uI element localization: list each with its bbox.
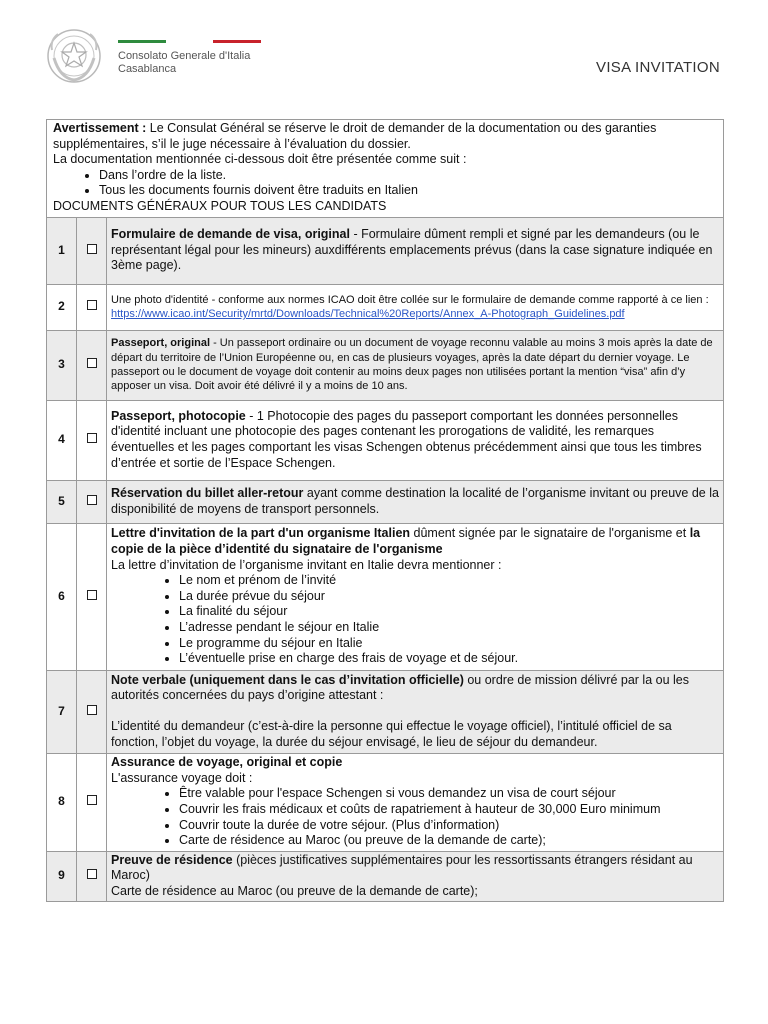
table-row — [47, 753, 724, 851]
list-item: • La finalité du séjour — [179, 604, 719, 620]
row-number: 8 — [47, 753, 77, 851]
spacer — [111, 704, 719, 719]
row-number: 9 — [47, 851, 77, 901]
table-row — [47, 670, 724, 753]
row-heading — [111, 673, 719, 704]
row-description — [107, 670, 724, 753]
list-item: • Couvrir les frais médicaux et coûts de rapatriement à hauteur de 30,000 Euro minimum — [179, 802, 719, 818]
row-description — [107, 217, 724, 284]
table-row — [47, 400, 724, 480]
row-text: (pièces justificatives supplémentaires pour les ressortissants étrangers résidant au Maroc) — [111, 852, 693, 883]
consulate-line-1: Consolato Generale d'Italia — [118, 50, 251, 62]
documents-table — [46, 119, 724, 902]
checkbox-icon — [87, 869, 97, 879]
italian-flag-bar — [118, 40, 261, 43]
row-heading — [111, 853, 719, 884]
row-title: Réservation du billet aller-retour — [111, 485, 304, 500]
list-item: • Carte de résidence au Maroc (ou preuve de la demande de carte); — [179, 833, 719, 849]
row-number: 7 — [47, 670, 77, 753]
row-title: Formulaire de demande de visa, original — [111, 227, 350, 242]
row-description — [107, 400, 724, 480]
row-checkbox[interactable] — [77, 670, 107, 753]
row-intro: La lettre d’invitation de l’organisme invitant en Italie devra mentionner : — [111, 557, 502, 572]
list-item: • L’adresse pendant le séjour en Italie — [179, 620, 719, 636]
list-item: • Couvrir toute la durée de votre séjour. (Plus d’information) — [179, 818, 719, 834]
italian-republic-emblem-icon — [46, 28, 102, 84]
row-title: Lettre d'invitation de la part d'un organisme Italien — [111, 526, 411, 541]
checkbox-icon — [87, 590, 97, 600]
row-description — [107, 330, 724, 400]
row-text: - 1 Photocopie des pages du passeport comportant les données personnelles d'identité incluant une photocopie des pages contenant les prorogations de validité, les remarques éventuelles et les pages comportant les visas Schengen obtenus précédemment ainsi que tous les timbres d’entrée et sortie de l’Espace Schengen. — [111, 408, 702, 470]
row-heading — [111, 755, 719, 771]
row-checkbox[interactable] — [77, 480, 107, 523]
row-checkbox[interactable] — [77, 523, 107, 670]
row-text: ayant comme destination la localité de l’organisme invitant ou preuve de la disponibilité de moyens de transport personnels. — [111, 485, 719, 516]
row-checkbox[interactable] — [77, 330, 107, 400]
icao-guidelines-link[interactable]: https://www.icao.int/Security/mrtd/Downloads/Technical%20Reports/Annex_A-Photograph_Guidelines.pdf — [111, 308, 625, 321]
row-description — [107, 851, 724, 901]
row-number: 2 — [47, 284, 77, 330]
row-text: - Un passeport ordinaire ou un document de voyage reconnu valable au moins 3 mois après la date de départ du territoire de l’Union Européenne ou, en cas de plusieurs voyages, après la date départ du dernier voyage. Le passeport ou le document de voyage doit contenir au moins deux pages non utilisées portant la mention “visa” afin d’y apposer un visa. Doit avoir été délivré il y a moins de 10 ans. — [111, 337, 713, 393]
page-header — [0, 0, 768, 100]
row-title: Passeport, original — [111, 337, 211, 350]
checkbox-icon — [87, 795, 97, 805]
row-checkbox[interactable] — [77, 753, 107, 851]
consulate-name — [118, 50, 250, 76]
checkbox-icon — [87, 495, 97, 505]
consulate-line-2: Casablanca — [118, 63, 177, 75]
row-description — [107, 523, 724, 670]
table-row — [47, 330, 724, 400]
row-title: Note verbale (uniquement dans le cas d’invitation officielle) — [111, 672, 464, 687]
warning-text: Le Consulat Général se réserve le droit de demander de la documentation ou des garanties supplémentaires, s’il le juge nécessaire à l’évaluation du dossier. — [53, 121, 657, 151]
list-item: • Être valable pour l'espace Schengen si vous demandez un visa de court séjour — [179, 786, 719, 802]
row-text: ou ordre de mission délivré par la ou les autorités concernées du pays d’origine attestant : — [111, 672, 689, 703]
document-title: VISA INVITATION — [596, 59, 720, 76]
checkbox-icon — [87, 300, 97, 310]
row-title-2: la copie de la pièce d’identité du signataire de l'organisme — [111, 526, 701, 556]
warning-paragraph — [53, 121, 717, 152]
row-checkbox[interactable] — [77, 284, 107, 330]
row-number: 1 — [47, 217, 77, 284]
invitation-letter-list — [111, 573, 719, 667]
row-description — [107, 753, 724, 851]
table-row — [47, 284, 724, 330]
row-description — [107, 480, 724, 523]
row-text-2: Carte de résidence au Maroc (ou preuve de la demande de carte); — [111, 883, 478, 898]
intro-cell — [47, 120, 724, 218]
intro-bullet-list — [53, 168, 717, 199]
checkbox-icon — [87, 244, 97, 254]
presentation-text: La documentation mentionnée ci-dessous doit être présentée comme suit : — [53, 152, 467, 167]
row-text: - Formulaire dûment rempli et signé par les demandeurs (ou le représentant légal pour les mineurs) auxdifférents emplacements prévus (dans la case signature indiquée en 3ème page). — [111, 227, 713, 273]
intro-bullet: • Tous les documents fournis doivent être traduits en Italien — [99, 183, 717, 199]
insurance-list — [111, 786, 719, 848]
list-item: • Le nom et prénom de l’invité — [179, 573, 719, 589]
row-number: 5 — [47, 480, 77, 523]
row-description — [107, 284, 724, 330]
list-item: • L’éventuelle prise en charge des frais de voyage et de séjour. — [179, 651, 719, 667]
row-title: Preuve de résidence — [111, 852, 233, 867]
list-item: • La durée prévue du séjour — [179, 589, 719, 605]
row-text: Une photo d'identité - conforme aux normes ICAO doit être collée sur le formulaire de demande comme rapporté à ce lien : — [111, 293, 709, 306]
row-intro: L'assurance voyage doit : — [111, 770, 253, 785]
intro-bullet: • Dans l’ordre de la liste. — [99, 168, 717, 184]
section-heading: DOCUMENTS GÉNÉRAUX POUR TOUS LES CANDIDATS — [53, 198, 387, 213]
row-text-2: L’identité du demandeur (c’est-à-dire la personne qui effectue le voyage officiel), l’intitulé officiel de sa fonction, l’objet du voyage, la durée du séjour envisagé, le lieu de séjour du demandeur. — [111, 719, 672, 749]
warning-label: Avertissement : — [53, 121, 147, 135]
row-heading — [111, 526, 719, 557]
list-item: • Le programme du séjour en Italie — [179, 636, 719, 652]
row-title: Assurance de voyage, original et copie — [111, 755, 343, 770]
row-title: Passeport, photocopie — [111, 408, 246, 423]
row-checkbox[interactable] — [77, 400, 107, 480]
checkbox-icon — [87, 705, 97, 715]
intro-row — [47, 120, 724, 218]
checkbox-icon — [87, 358, 97, 368]
table-row — [47, 480, 724, 523]
row-text: dûment signée par le signataire de l'organisme et — [410, 526, 690, 541]
row-number: 6 — [47, 523, 77, 670]
row-number: 4 — [47, 400, 77, 480]
table-row — [47, 523, 724, 670]
row-checkbox[interactable] — [77, 851, 107, 901]
row-number: 3 — [47, 330, 77, 400]
table-row — [47, 851, 724, 901]
row-checkbox[interactable] — [77, 217, 107, 284]
table-row — [47, 217, 724, 284]
checkbox-icon — [87, 433, 97, 443]
